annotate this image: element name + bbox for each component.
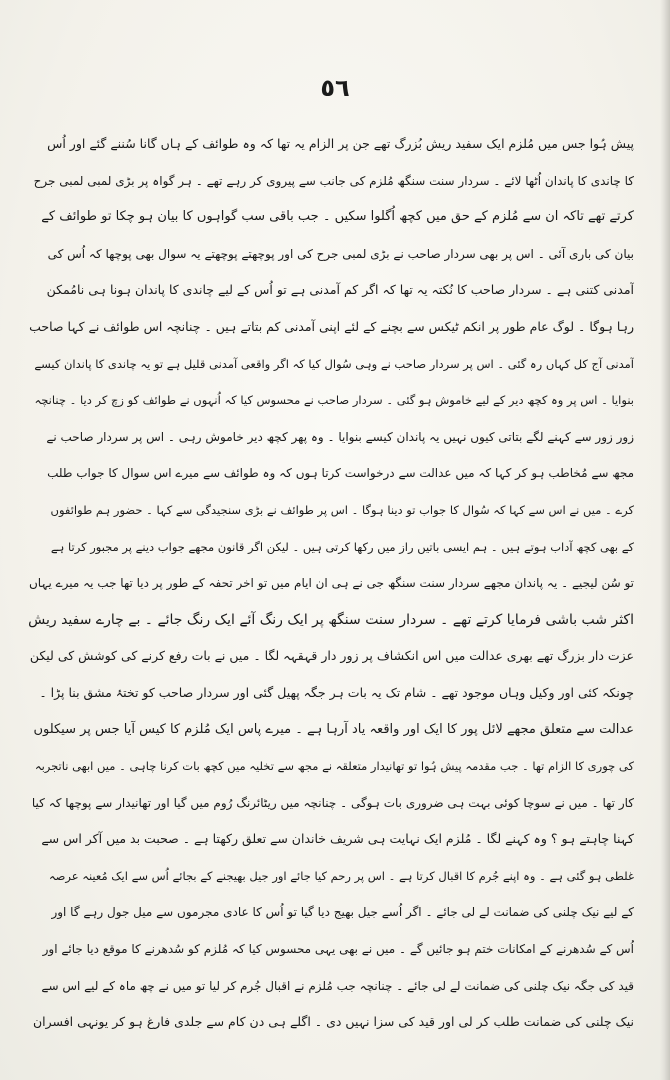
text-line: بیان کی باری آئی ۔ اس پر بھی سردار صاحب نے بڑی لمبی جرح کی اور پوچھتے پوچھتے یہ سوال بھی پوچھا کہ اُس کی (47, 246, 634, 261)
text-line: پیش ہُوا جس میں مُلزم ایک سفید ریش بُزرگ تھے جن پر الزام یہ تھا کہ وہ طوائف کے ہاں گانا سُننے گئے اور اُس (47, 136, 634, 151)
text-line: کرتے تھے تاکہ ان سے مُلزم کے حق میں کچھ اُگلوا سکیں ۔ جب باقی سب گواہوں کا بیان ہو چکا تو طوائف کے (41, 209, 634, 225)
text-line: کے لیے نیک چلنی کی ضمانت لے لی جائے ۔ اگر اُسے جیل بھیج دیا گیا تو اُس کا عادی مجرموں سے میل جول رہے گا اور (51, 905, 634, 920)
page-number: ٥٦ (320, 74, 350, 102)
text-line: کا چاندی کا پاندان اُٹھا لائے ۔ سردار سنت سنگھ مُلزم کی جانب سے پیروی کر رہے تھے ۔ ہر گواہ پر بڑی لمبی لمبی جرح (33, 173, 634, 188)
text-line: مجھ سے مُخاطب ہو کر کہا کہ میں عدالت سے درخواست کرتا ہوں کہ وہ طوائف سے میرے اس سوال کا جواب طلب (47, 466, 634, 481)
text-line: عزت دار بزرگ تھے بھری عدالت میں اس انکشاف پر زور دار قہقہہ لگا ۔ میں نے بات رفع کرنے کی کوشش کی لیکن (29, 648, 634, 664)
text-line: بنوایا ۔ اس پر وہ کچھ دیر کے لیے خاموش ہو گئی ۔ سردار صاحب نے محسوس کیا کہ اُنہوں نے طوائف کو زچ کر دیا ۔ چنانچہ (34, 393, 634, 408)
text-line: آمدنی کتنی ہے ۔ سردار صاحب کا نُکتہ یہ تھا کہ اگر کم آمدنی ہے تو اُس کے لیے چاندی کا پاندان ہونا ہی نامُمکن (46, 282, 634, 298)
page-gutter-shadow (660, 0, 670, 1080)
text-line: تو سُن لیجیے ۔ یہ پاندان مجھے سردار سنت سنگھ جی نے ہی ان ایام میں تو اخر تحفہ کے طور پر دیا تھا جب یہ میرے یہاں (28, 576, 634, 591)
text-line: عدالت سے متعلق مجھے لائل پور کا ایک اور واقعہ یاد آرہا ہے ۔ میرے پاس ایک مُلزم کا کیس آیا جس پر سیکلوں (33, 721, 634, 737)
text-line: کرے ۔ میں نے اس سے کہا کہ سُوال کا جواب تو دینا ہوگا ۔ اس پر طوائف نے بڑی سنجیدگی سے کہا ۔ حضور ہم طوائفوں (50, 502, 634, 517)
text-line: اکثر شب باشی فرمایا کرتے تھے ۔ سردار سنت سنگھ پر ایک رنگ آئے ایک رنگ جائے ۔ بے چارے سفید ریش (28, 611, 634, 628)
text-line: کے بھی کچھ آداب ہوتے ہیں ۔ ہم ایسی باتیں راز میں رکھا کرتی ہیں ۔ لیکن اگر قانون مجھے جواب دینے پر مجبور کرتا ہے (50, 539, 634, 554)
text-line: کہنا چاہتے ہو ؟ وہ کہنے لگا ۔ مُلزم ایک نہایت ہی شریف خاندان سے تعلق رکھتا ہے ۔ صحبت بد میں آکر اس سے (41, 831, 634, 847)
text-line: اُس کے سُدھرنے کے امکانات ختم ہو جائیں گے ۔ میں نے بھی یہی محسوس کیا کہ مُلزم کو سُدھرنے کا موقع دیا جائے اور (42, 942, 634, 957)
text-line: چونکہ کئی اور وکیل وہاں موجود تھے ۔ شام تک یہ بات ہر جگہ پھیل گئی اور سردار صاحب کو تختۂ مشق بنا پڑا ۔ (39, 684, 634, 700)
text-line: نیک چلنی کی ضمانت طلب کر لی اور قید کی سزا نہیں دی ۔ اگلے ہی دن کام سے جلدی فارغ ہو کر یونہی افسران (33, 1014, 634, 1030)
text-line: کی چوری کا الزام تھا ۔ جب مقدمہ پیش ہُوا تو تھانیدار متعلقہ نے مجھ سے تخلیہ میں کچھ بات کرنا چاہی ۔ میں ابھی ناتجربہ (34, 759, 634, 774)
body-text (28, 126, 634, 1041)
text-line: کار تھا ۔ میں نے سوچا کوئی بہت ہی ضروری بات ہوگی ۔ چنانچہ میں ریٹائرنگ رُوم میں گیا اور تھانیدار سے پوچھا کہ کیا (31, 795, 634, 810)
text-line: غلطی ہو گئی ہے ۔ وہ اپنے جُرم کا اقبال کرتا ہے ۔ اس پر رحم کیا جائے اور جیل بھیجنے کے بجائے اُس سے ایک مُعینہ عرصہ (48, 868, 634, 883)
text-line: قید کی جگہ نیک چلنی کی ضمانت لے لی جائے ۔ چنانچہ جب مُلزم نے اقبال جُرم کر لیا تو میں نے چھ ماہ کے لیے اس سے (41, 978, 634, 993)
text-line: زور زور سے کہنے لگے بتاتی کیوں نہیں یہ پاندان کیسے بنوایا ۔ وہ پھر کچھ دیر خاموش رہی ۔ اس پر سردار صاحب نے (46, 429, 634, 444)
text-line: رہا ہوگا ۔ لوگ عام طور پر انکم ٹیکس سے بچنے کے لئے اپنی آمدنی کم بتاتے ہیں ۔ چنانچہ اس طوائف نے کہا صاحب (29, 318, 634, 334)
text-line: آمدنی آج کل کہاں رہ گئی ۔ اس پر سردار صاحب نے وہی سُوال کیا کہ اگر واقعی آمدنی قلیل ہے تو یہ چاندی کا پاندان کیسے (34, 356, 634, 371)
